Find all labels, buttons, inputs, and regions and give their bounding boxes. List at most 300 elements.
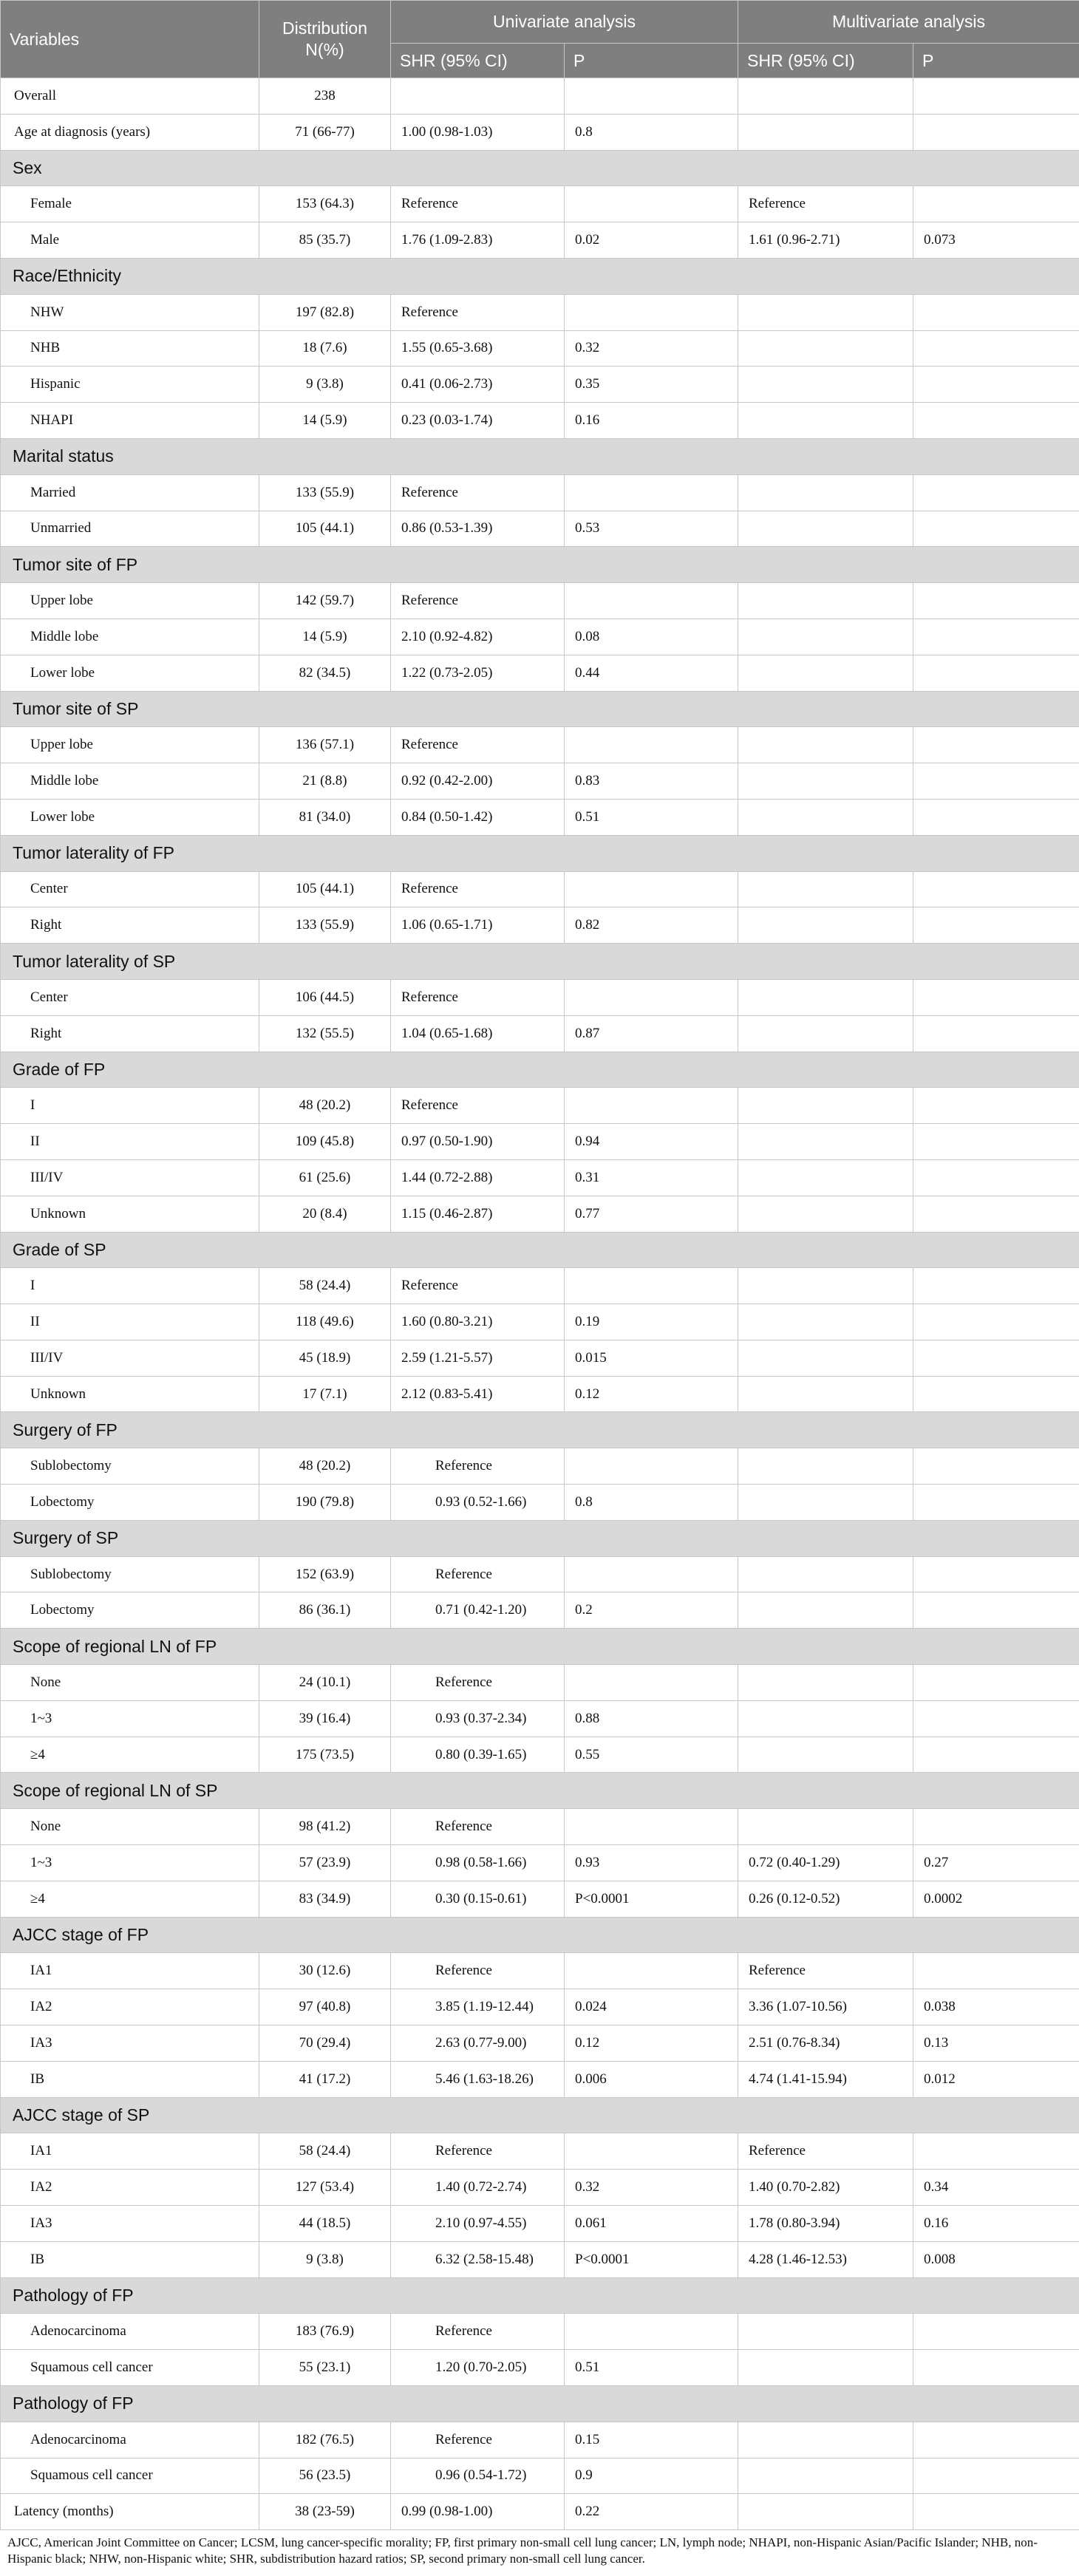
- section-label: Scope of regional LN of FP: [1, 1629, 1079, 1665]
- multivariate-shr-cell: [738, 907, 913, 944]
- distribution-cell: 57 (23.9): [259, 1845, 391, 1881]
- univariate-shr-cell: Reference: [391, 474, 565, 511]
- row-label: IA2: [1, 2170, 259, 2206]
- section-label: Pathology of FP: [1, 2386, 1079, 2422]
- distribution-cell: 197 (82.8): [259, 294, 391, 330]
- table-row: [1, 1159, 1079, 1196]
- distribution-cell: 55 (23.1): [259, 2350, 391, 2386]
- univariate-shr-cell: 0.84 (0.50-1.42): [391, 799, 565, 835]
- header-multivariate-shr: SHR (95% CI): [738, 44, 913, 78]
- univariate-shr-cell: 1.20 (0.70-2.05): [391, 2350, 565, 2386]
- multivariate-shr-cell: 0.72 (0.40-1.29): [738, 1845, 913, 1881]
- section-label: Marital status: [1, 438, 1079, 474]
- row-label: II: [1, 1124, 259, 1160]
- univariate-p-cell: 0.51: [565, 2350, 738, 2386]
- multivariate-shr-cell: [738, 763, 913, 800]
- univariate-p-cell: P<0.0001: [565, 1881, 738, 1917]
- distribution-cell: 39 (16.4): [259, 1700, 391, 1737]
- univariate-p-cell: [565, 1809, 738, 1845]
- distribution-cell: 118 (49.6): [259, 1304, 391, 1340]
- row-label: Unknown: [1, 1376, 259, 1412]
- section-row: [1, 258, 1079, 294]
- univariate-shr-cell: 1.76 (1.09-2.83): [391, 222, 565, 259]
- multivariate-shr-cell: [738, 655, 913, 691]
- univariate-p-cell: 0.08: [565, 619, 738, 655]
- univariate-p-cell: 0.31: [565, 1159, 738, 1196]
- multivariate-shr-cell: [738, 330, 913, 367]
- multivariate-p-cell: 0.27: [913, 1845, 1079, 1881]
- multivariate-shr-cell: [738, 2494, 913, 2530]
- section-label: Surgery of SP: [1, 1520, 1079, 1556]
- multivariate-p-cell: 0.13: [913, 2025, 1079, 2062]
- distribution-cell: 71 (66-77): [259, 114, 391, 150]
- univariate-p-cell: [565, 186, 738, 222]
- univariate-p-cell: [565, 871, 738, 907]
- univariate-shr-cell: Reference: [391, 2314, 565, 2350]
- distribution-cell: 190 (79.8): [259, 1485, 391, 1521]
- table-row: [1, 1592, 1079, 1629]
- row-label: Adenocarcinoma: [1, 2422, 259, 2458]
- distribution-cell: 86 (36.1): [259, 1592, 391, 1629]
- univariate-shr-cell: 2.63 (0.77-9.00): [391, 2025, 565, 2062]
- table-row: [1, 1881, 1079, 1917]
- multivariate-p-cell: [913, 1700, 1079, 1737]
- univariate-shr-cell: 1.60 (0.80-3.21): [391, 1304, 565, 1340]
- row-label: IA3: [1, 2206, 259, 2242]
- multivariate-shr-cell: [738, 294, 913, 330]
- multivariate-p-cell: [913, 367, 1079, 403]
- table-row: [1, 1809, 1079, 1845]
- univariate-shr-cell: 1.15 (0.46-2.87): [391, 1196, 565, 1232]
- multivariate-p-cell: [913, 186, 1079, 222]
- table-row: [1, 1665, 1079, 1701]
- univariate-shr-cell: 1.55 (0.65-3.68): [391, 330, 565, 367]
- row-label: ≥4: [1, 1737, 259, 1773]
- section-row: [1, 944, 1079, 980]
- univariate-p-cell: 0.82: [565, 907, 738, 944]
- row-label: Middle lobe: [1, 763, 259, 800]
- table-row: [1, 2422, 1079, 2458]
- distribution-cell: 30 (12.6): [259, 1953, 391, 1989]
- row-label: Unmarried: [1, 511, 259, 547]
- multivariate-shr-cell: [738, 583, 913, 619]
- section-row: [1, 547, 1079, 583]
- distribution-cell: 105 (44.1): [259, 871, 391, 907]
- univariate-shr-cell: 0.96 (0.54-1.72): [391, 2458, 565, 2494]
- section-row: [1, 691, 1079, 727]
- section-label: Surgery of FP: [1, 1412, 1079, 1448]
- univariate-shr-cell: Reference: [391, 1665, 565, 1701]
- univariate-p-cell: P<0.0001: [565, 2241, 738, 2277]
- multivariate-p-cell: [913, 330, 1079, 367]
- multivariate-shr-cell: [738, 1376, 913, 1412]
- multivariate-p-cell: [913, 1376, 1079, 1412]
- table-row: [1, 2494, 1079, 2530]
- table-row: [1, 367, 1079, 403]
- univariate-p-cell: [565, 1665, 738, 1701]
- univariate-shr-cell: 0.80 (0.39-1.65): [391, 1737, 565, 1773]
- header-multivariate: Multivariate analysis: [738, 1, 1079, 44]
- univariate-p-cell: 0.19: [565, 1304, 738, 1340]
- multivariate-p-cell: [913, 1485, 1079, 1521]
- table-row: [1, 2206, 1079, 2242]
- multivariate-shr-cell: Reference: [738, 186, 913, 222]
- multivariate-shr-cell: 1.78 (0.80-3.94): [738, 2206, 913, 2242]
- section-label: AJCC stage of SP: [1, 2097, 1079, 2133]
- multivariate-shr-cell: [738, 114, 913, 150]
- multivariate-p-cell: [913, 1340, 1079, 1376]
- univariate-p-cell: [565, 727, 738, 763]
- row-label: Age at diagnosis (years): [1, 114, 259, 150]
- univariate-p-cell: 0.32: [565, 2170, 738, 2206]
- table-row: [1, 619, 1079, 655]
- distribution-cell: 44 (18.5): [259, 2206, 391, 2242]
- univariate-p-cell: [565, 1953, 738, 1989]
- row-label: I: [1, 1268, 259, 1304]
- univariate-p-cell: 0.061: [565, 2206, 738, 2242]
- table-row: [1, 2350, 1079, 2386]
- table-row: [1, 1268, 1079, 1304]
- section-row: [1, 2386, 1079, 2422]
- multivariate-p-cell: [913, 474, 1079, 511]
- table-row: [1, 1953, 1079, 1989]
- row-label: Squamous cell cancer: [1, 2458, 259, 2494]
- univariate-p-cell: 0.55: [565, 1737, 738, 1773]
- multivariate-shr-cell: 4.28 (1.46-12.53): [738, 2241, 913, 2277]
- univariate-shr-cell: 2.10 (0.97-4.55): [391, 2206, 565, 2242]
- distribution-cell: 24 (10.1): [259, 1665, 391, 1701]
- distribution-cell: 106 (44.5): [259, 979, 391, 1015]
- multivariate-p-cell: [913, 2314, 1079, 2350]
- univariate-p-cell: 0.9: [565, 2458, 738, 2494]
- univariate-p-cell: 0.87: [565, 1015, 738, 1052]
- distribution-cell: 238: [259, 78, 391, 115]
- row-label: ≥4: [1, 1881, 259, 1917]
- multivariate-shr-cell: [738, 1124, 913, 1160]
- row-label: III/IV: [1, 1159, 259, 1196]
- multivariate-p-cell: [913, 1809, 1079, 1845]
- univariate-p-cell: 0.16: [565, 403, 738, 439]
- multivariate-shr-cell: [738, 2422, 913, 2458]
- row-label: Lower lobe: [1, 799, 259, 835]
- univariate-shr-cell: 2.10 (0.92-4.82): [391, 619, 565, 655]
- multivariate-p-cell: [913, 114, 1079, 150]
- distribution-cell: 136 (57.1): [259, 727, 391, 763]
- section-label: Tumor site of SP: [1, 691, 1079, 727]
- row-label: NHAPI: [1, 403, 259, 439]
- row-label: I: [1, 1088, 259, 1124]
- table-row: [1, 1556, 1079, 1592]
- univariate-shr-cell: 0.97 (0.50-1.90): [391, 1124, 565, 1160]
- univariate-p-cell: [565, 1556, 738, 1592]
- multivariate-shr-cell: 0.26 (0.12-0.52): [738, 1881, 913, 1917]
- univariate-p-cell: 0.006: [565, 2061, 738, 2097]
- multivariate-shr-cell: [738, 1304, 913, 1340]
- row-label: Right: [1, 907, 259, 944]
- multivariate-p-cell: 0.008: [913, 2241, 1079, 2277]
- section-label: Grade of FP: [1, 1052, 1079, 1088]
- univariate-shr-cell: 5.46 (1.63-18.26): [391, 2061, 565, 2097]
- multivariate-shr-cell: [738, 799, 913, 835]
- multivariate-p-cell: [913, 2422, 1079, 2458]
- univariate-p-cell: 0.024: [565, 1989, 738, 2025]
- distribution-cell: 48 (20.2): [259, 1088, 391, 1124]
- section-label: Scope of regional LN of SP: [1, 1773, 1079, 1809]
- table-row: [1, 403, 1079, 439]
- header-distribution: [259, 1, 391, 78]
- section-row: [1, 2097, 1079, 2133]
- multivariate-p-cell: [913, 979, 1079, 1015]
- univariate-p-cell: 0.53: [565, 511, 738, 547]
- multivariate-p-cell: 0.34: [913, 2170, 1079, 2206]
- table-row: [1, 2061, 1079, 2097]
- univariate-shr-cell: 6.32 (2.58-15.48): [391, 2241, 565, 2277]
- row-label: 1~3: [1, 1845, 259, 1881]
- distribution-cell: 133 (55.9): [259, 907, 391, 944]
- row-label: Upper lobe: [1, 583, 259, 619]
- multivariate-p-cell: [913, 727, 1079, 763]
- univariate-p-cell: [565, 78, 738, 115]
- row-label: Squamous cell cancer: [1, 2350, 259, 2386]
- table-row: [1, 655, 1079, 691]
- table-footnote: AJCC, American Joint Committee on Cancer; LCSM, lung cancer-specific morality; FP, first primary non-small cell lung cancer; LN, lymph node; NHAPI, non-Hispanic Asian/Pacific Islander; NHB, non-Hispanic black; NHW, non-Hispanic white; SHR, subdistribution hazard ratios; SP, second primary non-small cell lung cancer.: [7, 2535, 1038, 2566]
- multivariate-p-cell: [913, 1015, 1079, 1052]
- univariate-p-cell: [565, 294, 738, 330]
- multivariate-p-cell: 0.073: [913, 222, 1079, 259]
- distribution-cell: 38 (23-59): [259, 2494, 391, 2530]
- table-row: [1, 799, 1079, 835]
- distribution-cell: 9 (3.8): [259, 2241, 391, 2277]
- multivariate-p-cell: [913, 2350, 1079, 2386]
- row-label: Center: [1, 979, 259, 1015]
- table-row: [1, 474, 1079, 511]
- distribution-cell: 175 (73.5): [259, 1737, 391, 1773]
- header-distribution-line1: Distribution: [282, 18, 368, 38]
- row-label: Male: [1, 222, 259, 259]
- univariate-shr-cell: Reference: [391, 1556, 565, 1592]
- table-body: [1, 78, 1079, 2530]
- multivariate-p-cell: [913, 294, 1079, 330]
- distribution-cell: 70 (29.4): [259, 2025, 391, 2062]
- univariate-shr-cell: 0.30 (0.15-0.61): [391, 1881, 565, 1917]
- table-row: [1, 1485, 1079, 1521]
- multivariate-shr-cell: [738, 1015, 913, 1052]
- row-label: NHW: [1, 294, 259, 330]
- multivariate-shr-cell: [738, 1592, 913, 1629]
- multivariate-p-cell: [913, 403, 1079, 439]
- multivariate-shr-cell: [738, 1340, 913, 1376]
- row-label: Lobectomy: [1, 1485, 259, 1521]
- row-label: Adenocarcinoma: [1, 2314, 259, 2350]
- univariate-shr-cell: Reference: [391, 979, 565, 1015]
- table-row: [1, 222, 1079, 259]
- table-row: [1, 1989, 1079, 2025]
- section-row: [1, 1773, 1079, 1809]
- multivariate-shr-cell: [738, 403, 913, 439]
- univariate-p-cell: [565, 474, 738, 511]
- table-row: [1, 2170, 1079, 2206]
- row-label: IA1: [1, 1953, 259, 1989]
- multivariate-p-cell: [913, 1159, 1079, 1196]
- distribution-cell: 20 (8.4): [259, 1196, 391, 1232]
- section-row: [1, 1917, 1079, 1953]
- distribution-cell: 9 (3.8): [259, 367, 391, 403]
- multivariate-shr-cell: 1.61 (0.96-2.71): [738, 222, 913, 259]
- multivariate-p-cell: [913, 763, 1079, 800]
- distribution-cell: 14 (5.9): [259, 619, 391, 655]
- univariate-p-cell: 0.2: [565, 1592, 738, 1629]
- multivariate-shr-cell: [738, 474, 913, 511]
- table-row: [1, 1340, 1079, 1376]
- univariate-p-cell: [565, 1448, 738, 1485]
- distribution-cell: 105 (44.1): [259, 511, 391, 547]
- multivariate-shr-cell: [738, 1737, 913, 1773]
- univariate-p-cell: [565, 979, 738, 1015]
- distribution-cell: 45 (18.9): [259, 1340, 391, 1376]
- multivariate-p-cell: [913, 78, 1079, 115]
- row-label: Sublobectomy: [1, 1556, 259, 1592]
- multivariate-p-cell: [913, 2133, 1079, 2170]
- multivariate-p-cell: 0.0002: [913, 1881, 1079, 1917]
- multivariate-shr-cell: [738, 1088, 913, 1124]
- univariate-shr-cell: 1.06 (0.65-1.71): [391, 907, 565, 944]
- distribution-cell: 183 (76.9): [259, 2314, 391, 2350]
- multivariate-p-cell: 0.012: [913, 2061, 1079, 2097]
- univariate-shr-cell: 0.71 (0.42-1.20): [391, 1592, 565, 1629]
- univariate-p-cell: 0.12: [565, 2025, 738, 2062]
- univariate-shr-cell: 0.86 (0.53-1.39): [391, 511, 565, 547]
- distribution-cell: 132 (55.5): [259, 1015, 391, 1052]
- section-row: [1, 438, 1079, 474]
- univariate-shr-cell: Reference: [391, 2133, 565, 2170]
- row-label: II: [1, 1304, 259, 1340]
- table-row: [1, 1845, 1079, 1881]
- multivariate-p-cell: [913, 799, 1079, 835]
- multivariate-p-cell: [913, 1268, 1079, 1304]
- distribution-cell: 109 (45.8): [259, 1124, 391, 1160]
- multivariate-p-cell: [913, 1556, 1079, 1592]
- univariate-shr-cell: 0.93 (0.37-2.34): [391, 1700, 565, 1737]
- row-label: Latency (months): [1, 2494, 259, 2530]
- univariate-shr-cell: 0.98 (0.58-1.66): [391, 1845, 565, 1881]
- section-label: AJCC stage of FP: [1, 1917, 1079, 1953]
- section-label: Tumor laterality of SP: [1, 944, 1079, 980]
- header-univariate-shr: SHR (95% CI): [391, 44, 565, 78]
- table-row: [1, 1015, 1079, 1052]
- univariate-shr-cell: 1.44 (0.72-2.88): [391, 1159, 565, 1196]
- table-row: [1, 294, 1079, 330]
- distribution-cell: 58 (24.4): [259, 2133, 391, 2170]
- univariate-shr-cell: Reference: [391, 1809, 565, 1845]
- multivariate-shr-cell: [738, 1268, 913, 1304]
- multivariate-p-cell: [913, 1953, 1079, 1989]
- distribution-cell: 152 (63.9): [259, 1556, 391, 1592]
- univariate-p-cell: 0.44: [565, 655, 738, 691]
- multivariate-shr-cell: [738, 78, 913, 115]
- univariate-shr-cell: 0.92 (0.42-2.00): [391, 763, 565, 800]
- table-row: [1, 114, 1079, 150]
- univariate-p-cell: 0.35: [565, 367, 738, 403]
- multivariate-shr-cell: 1.40 (0.70-2.82): [738, 2170, 913, 2206]
- univariate-shr-cell: Reference: [391, 727, 565, 763]
- univariate-p-cell: [565, 583, 738, 619]
- univariate-shr-cell: Reference: [391, 294, 565, 330]
- table-row: [1, 1088, 1079, 1124]
- univariate-shr-cell: [391, 78, 565, 115]
- multivariate-p-cell: [913, 583, 1079, 619]
- multivariate-shr-cell: [738, 2350, 913, 2386]
- section-label: Tumor laterality of FP: [1, 835, 1079, 871]
- row-label: NHB: [1, 330, 259, 367]
- multivariate-shr-cell: Reference: [738, 2133, 913, 2170]
- distribution-cell: 182 (76.5): [259, 2422, 391, 2458]
- distribution-cell: 48 (20.2): [259, 1448, 391, 1485]
- row-label: IA1: [1, 2133, 259, 2170]
- multivariate-p-cell: [913, 871, 1079, 907]
- univariate-shr-cell: 3.85 (1.19-12.44): [391, 1989, 565, 2025]
- section-row: [1, 835, 1079, 871]
- multivariate-shr-cell: [738, 2458, 913, 2494]
- multivariate-p-cell: 0.038: [913, 1989, 1079, 2025]
- univariate-p-cell: [565, 2133, 738, 2170]
- distribution-cell: 58 (24.4): [259, 1268, 391, 1304]
- table-row: [1, 78, 1079, 115]
- multivariate-shr-cell: [738, 979, 913, 1015]
- table-row: [1, 1737, 1079, 1773]
- header-distribution-line2: N(%): [305, 40, 344, 59]
- univariate-p-cell: [565, 1088, 738, 1124]
- univariate-shr-cell: 1.04 (0.65-1.68): [391, 1015, 565, 1052]
- multivariate-p-cell: [913, 1737, 1079, 1773]
- row-label: Right: [1, 1015, 259, 1052]
- multivariate-shr-cell: [738, 2314, 913, 2350]
- table-row: [1, 1376, 1079, 1412]
- table-row: [1, 907, 1079, 944]
- multivariate-shr-cell: [738, 511, 913, 547]
- multivariate-shr-cell: [738, 1485, 913, 1521]
- univariate-p-cell: 0.77: [565, 1196, 738, 1232]
- multivariate-p-cell: 0.16: [913, 2206, 1079, 2242]
- multivariate-shr-cell: [738, 1159, 913, 1196]
- multivariate-shr-cell: [738, 871, 913, 907]
- univariate-p-cell: [565, 1268, 738, 1304]
- row-label: Upper lobe: [1, 727, 259, 763]
- multivariate-shr-cell: [738, 367, 913, 403]
- multivariate-shr-cell: [738, 1556, 913, 1592]
- table-row: [1, 871, 1079, 907]
- table-row: [1, 1304, 1079, 1340]
- section-label: Sex: [1, 150, 1079, 186]
- table-row: [1, 583, 1079, 619]
- univariate-p-cell: 0.93: [565, 1845, 738, 1881]
- row-label: Lobectomy: [1, 1592, 259, 1629]
- section-label: Tumor site of FP: [1, 547, 1079, 583]
- table-row: [1, 330, 1079, 367]
- multivariate-p-cell: [913, 1088, 1079, 1124]
- row-label: IB: [1, 2061, 259, 2097]
- multivariate-shr-cell: [738, 1700, 913, 1737]
- distribution-cell: 127 (53.4): [259, 2170, 391, 2206]
- header-univariate: Univariate analysis: [391, 1, 738, 44]
- univariate-p-cell: 0.8: [565, 1485, 738, 1521]
- univariate-p-cell: 0.32: [565, 330, 738, 367]
- row-label: Center: [1, 871, 259, 907]
- distribution-cell: 98 (41.2): [259, 1809, 391, 1845]
- multivariate-shr-cell: 3.36 (1.07-10.56): [738, 1989, 913, 2025]
- univariate-p-cell: 0.015: [565, 1340, 738, 1376]
- table-row: [1, 727, 1079, 763]
- distribution-cell: 14 (5.9): [259, 403, 391, 439]
